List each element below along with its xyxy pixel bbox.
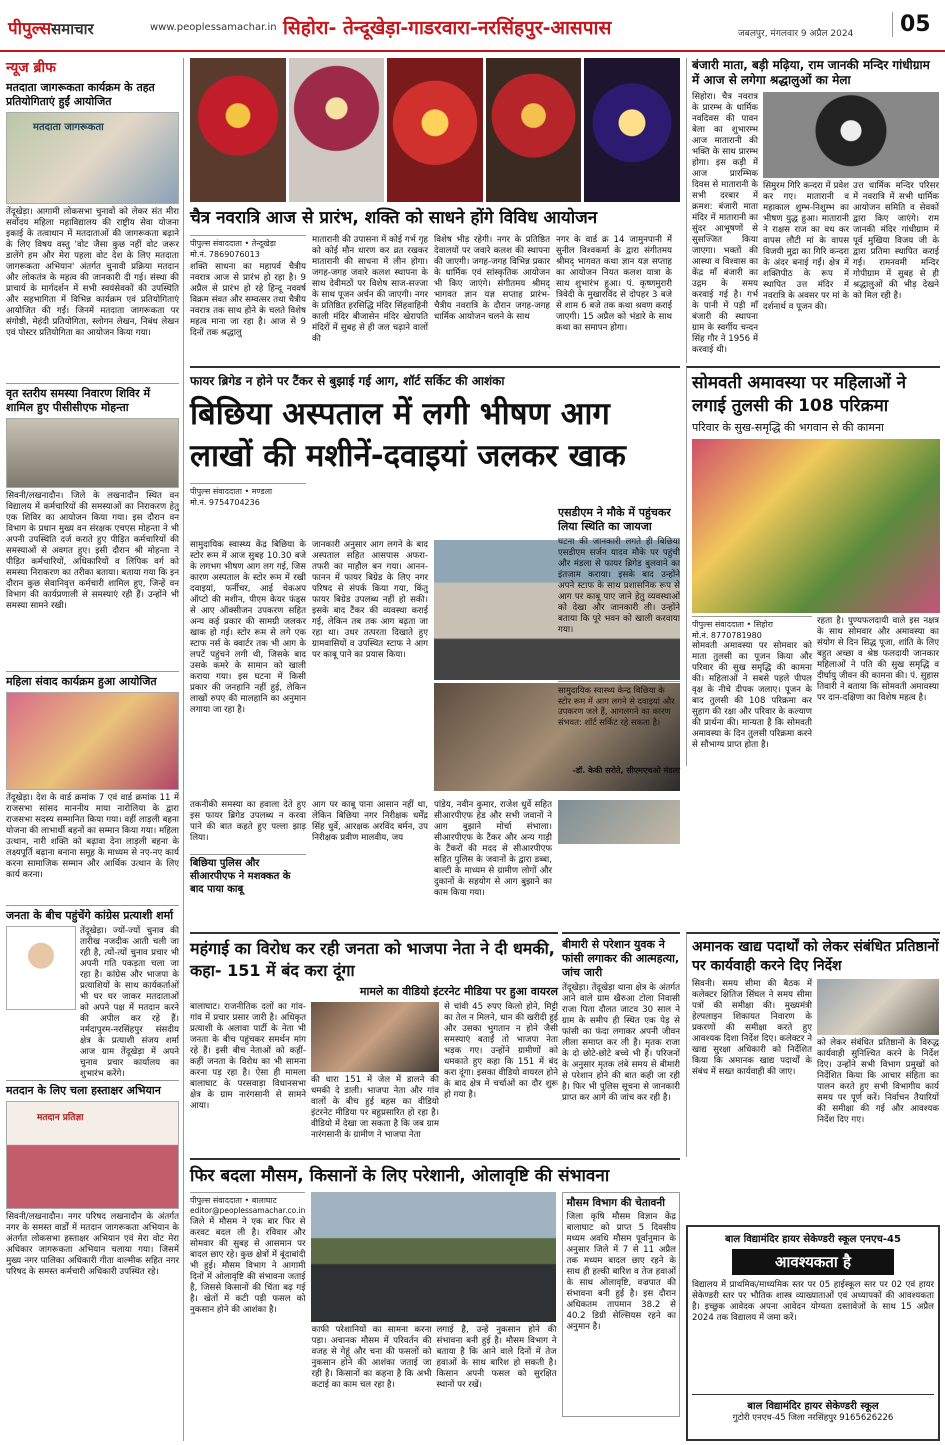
mobile: मो.नं. 8770781980 xyxy=(692,631,762,640)
sdm-photo xyxy=(558,800,680,844)
brief-title: मतदाता जागरूकता कार्यक्रम के तहत प्रतियोगिताएं हुईं आयोजित xyxy=(6,81,155,108)
deity-photo xyxy=(584,58,680,202)
article-text: काफी परेशानियों का सामना करना पड़ा। अचानक मौसम में परिवर्तन की वजह से गेहूं और चना की फसलों को नुकसान होने की आशंका जताई जा रही है। किसानों का कहना है कि अभी कटाई का काम चल रहा है। xyxy=(311,1325,432,1390)
article-text: से चांवी 45 रुपए किलो होने, मिट्टी का तेल न मिलने, धान की खरीदी हुई और उसका भुगतान न होने जैसी समस्याएं बताईं तो भाजपा नेता भड़क गए। उन्होंने ग्रामीणों को धमकाते हुए कहा कि 151 में बंद करा दूंगा। इसका वीडियो वायरल होने के बाद क्षेत्र में चर्चाओं का दौर शुरू हो गया है। xyxy=(444,1002,558,1100)
ad-address: गुटोरी एनएच-45 जिला नरसिंहपुर 9165626226 xyxy=(732,1413,894,1423)
bureau: पीपुल्स संवाददाता xyxy=(190,1196,242,1205)
article-text: नगर के वार्ड क्र 14 जामुनपानी में सुनील विश्वकर्मा के द्वारा संगीतमय श्रीमद् भागवत कथा ज्ञान यज्ञ सप्ताह का आयोजन नियत कलश यात्रा के साथ शुभारंभ हुआ। पं. कृष्णमुरारी त्रिवेदी के मुखारविंद से दोपहर 3 बजे से शाम 6 बजे तक कथा श्रवण कराई जाएगी। 15 अप्रैल को भंडारे के साथ कथा का समापन होगा। xyxy=(556,235,672,333)
logo xyxy=(8,16,94,39)
alert-head: मौसम विभाग की चेतावनी xyxy=(566,1197,665,1209)
brief-item-3 xyxy=(6,671,179,901)
photo-wet-road xyxy=(311,1192,556,1322)
article-text: मातारानी की उपासना में कोई गर्भ गृह को कोई मौन धारण कर व्रत रखकर मातारानी की साधना में लीन होगा। जगह-जगह जवारे कलश स्थापना के साथ देवीमठों पर विशेष साज-सज्जा के साथ पूजन अर्चन की जाएगी। नगर के प्रतिष्ठित हरसिद्धि मंदिर सिंहवाहिनी काली मंदिर बीजासेन मंदिर खेरापति मंदिरों में सुबह से ही जल चढ़ाने वालों की xyxy=(312,235,428,344)
deity-photo-banjari xyxy=(763,92,939,178)
suicide-article xyxy=(562,932,680,1157)
news-brief-column xyxy=(6,58,184,1441)
bureau: पीपुल्स संवाददाता xyxy=(692,620,744,629)
byline: पीपुल्स संवाददाता • मण्डला xyxy=(190,483,306,497)
brief-body: तेंदूखेड़ा। देश के वार्ड क्रमांक 7 एवं वार्ड क्रमांक 11 में राजसभा सांसद माननीय माया नारोलिया के द्वारा राजसभा सदस्य सम्मानित किया गया। वहीं लाड़ली बहना योजना की लाभार्थी बहनों का सम्मान किया गया। महिला उत्थान, नारी शक्ति को बढ़ावा देना लाड़ली बहना के लक्ष्यपूर्ति बढ़ाना बनाना समूह के माध्यम से नए-नए कार्य करना सामाजिक सम्मान और आर्थिक उत्थान के लिए कार्य करना। xyxy=(6,793,179,880)
place: तेन्दूखेड़ा xyxy=(251,239,276,248)
bureau: पीपुल्स संवाददाता xyxy=(190,239,242,248)
quote-attribution: -डॉ. केकी सरोते, सीएमएचओ मंडला xyxy=(572,766,680,775)
bureau: पीपुल्स संवाददाता xyxy=(190,487,242,496)
article-text: जिले में मौसम ने एक बार फिर से करवट बदल ली है। रविवार और सोमवार की सुबह से आसमान पर बादल छाए रहे। कुछ क्षेत्रों में बूंदाबांदी भी हुई। मौसम विभाग ने आगामी दिनों में ओलावृष्टि की संभावना जताई है, जिससे किसानों की चिंता बढ़ गई है। खेतों में कटी पड़ी फसल को नुकसान होने की आशंका है। xyxy=(190,1217,306,1315)
headline: महंगाई का विरोध कर रही जनता को भाजपा नेता ने दी धमकी, कहा- 151 में बंद करा दूंगा xyxy=(190,939,555,980)
article-text: की धारा 151 में जेल में डालने की धमकी दे डाली। भाजपा नेता और गांव वालों के बीच हुई बहस का वीडियो इंटरनेट मीडिया पर बहुप्रसारित हो रहा है। वीडियो में देखा जा सकता है कि जब ग्राम नारंगसानी के ग्रामीण ने भाजपा नेता xyxy=(311,1075,439,1140)
brief-item-5 xyxy=(6,1080,179,1280)
logo-text-2: समाचार xyxy=(51,20,94,38)
kicker: फायर ब्रिगेड न होने पर टैंकर से बुझाई गई आग, शॉर्ट सर्किट की आशंका xyxy=(190,374,505,388)
article-text: घटना की जानकारी लगते ही बिछिया एसडीएम सर्जन यादव मौके पर पहुंची और मंडला से फायर ब्रिगेड बुलवाने का इंतजाम कराया। इसके बाद उन्होंने अपने स्टाफ के साथ प्रशासनिक रूप से आग पर काबू पाए जाने हेतु व्यवस्थाओं को देखा और जानकारी ली। उन्होंने बताया कि पूरे भवन को खाली करवाया गया। xyxy=(558,537,680,635)
mobile: मो.नं. 7869076013 xyxy=(190,250,260,259)
subhead: एसडीएम ने मौके में पहुंचकर लिया स्थिति का जायजा xyxy=(558,506,671,533)
ad-text: विद्यालय में प्राथमिक/माध्यमिक स्तर पर 05 हाईस्कूल स्तर पर 02 एवं हायर सेकेण्डरी स्तर पर भौतिक शास्त्र व्याख्याताओं एवं अध्यापकों की आवश्यकता है। इच्छुक आवेदक अपना आवेदन योग्यता दस्तावेजों के साथ 15 अप्रैल 2024 तक विद्यालय में जमा करें। xyxy=(692,1280,934,1323)
mehngai-article xyxy=(190,932,558,1157)
mobile: मो.नं. 9754704236 xyxy=(190,498,260,507)
region-title: सिहोरा- तेन्दूखेड़ा-गाडरवारा-नरसिंहपुर-आसपास xyxy=(283,17,612,39)
article-text: तेंदूखेड़ा। तेंदूखेड़ा थाना क्षेत्र के अंतर्गत आने वाले ग्राम खैरुआ टोला निवासी राजा पिता दौलत जाटव 30 साल ने ग्राम के समीप ही स्थित एक पेड़ से फांसी का फंदा लगाकर अपनी जीवन लीला समाप्त कर ली है। मृतक राजा के दो छोटे-छोटे बच्चे भी हैं। परिजनों के अनुसार मृतक लंबे समय से बीमारी से परेशान होने की बात कही जा रही है। फिर भी पुलिस सूचना से जानकारी प्राप्त कर आगे की जांच कर रही है। xyxy=(562,983,680,1103)
headline: अमानक खाद्य पदार्थों को लेकर संबंधित प्रतिष्ठानों पर कार्यवाही करने दिए निर्देश xyxy=(692,939,939,974)
brief-body: सिवनी/लखनादौन। नगर परिषद लखनादौन के अंतर्गत नगर के समस्त वार्डों में मतदान जागरूकता अभियान के अंतर्गत लोकसभा हस्ताक्षर अभियान एवं मेरा वोट मेरा अधिकार जागरूकता अभियान चलाया गया। जिसमें मुख्य नगर पालिका अधिकारी गीता वाल्मीक सहित नगर परिषद के समस्त कर्मचारी अधिकारी उपस्थित रहे। xyxy=(6,1212,179,1277)
subhead: मामले का वीडियो इंटरनेट मीडिया पर हुआ वायरल xyxy=(359,985,558,998)
brief-item-4 xyxy=(6,905,179,1079)
subhead: बिछिया पुलिस और सीआरपीएफ ने मशक्कत के बाद पाया काबू xyxy=(190,854,306,896)
masthead xyxy=(0,0,945,52)
article-text: आग पर काबू पाना आसान नहीं था, लेकिन बिछिया नगर निरीक्षक धर्मेंद्र सिंह धुर्वे, आरक्षक अरविंद बर्मन, उप निरीक्षक प्रवीण मालवीय, जय xyxy=(312,800,428,843)
article-text: सिहोरा। चैत्र नवरात्र के प्रारम्भ के धार्मिक नवदिवस की पावन बेला का शुभारम्भ आज मातारानी की भक्ति के साथ प्रारम्भ होगा। इस कड़ी में आज प्रारम्भिक दिवस से मातारानी के सभी दरबार में क्रमश: बंजारी माता मंदिर में मातारानी का सुंदर आभूषणों से सुसज्जित किया जाएगा। भक्तों की आस्था व विश्वास का केंद्र माँ बंजारी का उद्गम के समय करवाई गई है। गर्भ के पानी में पड़ी माँ बंजारी की स्थापना ग्राम के स्वर्गीय चन्दन सिंह गौर ने 1956 में करवाई थी। xyxy=(692,92,758,355)
banjari-article xyxy=(686,58,940,363)
article-text: विशेष भीड़ रहेगी। नगर के प्रतिष्ठित देवालयों पर जवारे कलश की स्थापना की जाएगी। जगह-जगह विभिन्न प्रकार के धार्मिक एवं सांस्कृतिक आयोजन भी किए जाएंगे। संगीतमय श्रीमद् भागवत ज्ञान यज्ञ सप्ताह प्रारंभ- चैत्रीय नवरात्रि के दौरान जगह-जगह धार्मिक आयोजन चलने के साथ xyxy=(434,235,550,322)
article-text: बालाघाट। राजनीतिक दलों का गांव-गांव में प्रचार प्रसार जारी है। अधिकृत प्रत्याशी के अलावा पार्टी के नेता भी जनता के बीच पहुंचकर समर्थन मांग रहे हैं। इसी बीच नेताओं को कहीं-कहीं जनता के विरोध का भी सामना करना पड़ रहा है। ऐसा ही मामला बालाघाट के परसवाड़ा विधानसभा क्षेत्र के ग्राम नारंगसानी से सामने आया। xyxy=(190,1002,306,1111)
email[interactable]: editor@peoplessamachar.co.in xyxy=(190,1206,306,1215)
subhead: परिवार के सुख-समृद्धि की भगवान से की कामना xyxy=(692,421,884,434)
article-text: सामुदायिक स्वास्थ्य केंद्र बिछिया के स्टोर रूम में आज सुबह 10.30 बजे के लगभग भीषण आग लग गई, जिस कारण अस्पताल के स्टोर रूम में रखी दवाइयां, फर्नीचर, आई चेकअप ऑप्टो की मशीन, पीएम केयर फंड्स से आए ऑक्सीजन उपकरण सहित अन्य कई प्रकार की सामग्री जलकर खाक हो गई। स्टोर रूम से लगे एक स्टाफ नर्स के क्वार्टर तक भी आग के लपटें पहुंचने लगी थी, जिसके बाद उसके कमरे के सामान को खाली कराया गया। इस घटना में किसी प्रकार की जनहानि नहीं हुई, लेकिन लाखों रुपए की मालहानि का अनुमान लगाया जा रहा है। xyxy=(190,540,306,715)
fire-story-lower xyxy=(190,800,680,930)
headline: चैत्र नवरात्रि आज से प्रारंभ, शक्ति को साधने होंगे विविध आयोजन xyxy=(190,208,598,228)
dateline: जबलपुर, मंगलवार 9 अप्रैल 2024 xyxy=(738,29,854,39)
place: सिहोरा xyxy=(753,620,773,629)
headline: बीमारी से परेशान युवक ने फांसी लगाकर की आत्महत्या, जांच जारी xyxy=(562,938,680,979)
photo-signature-campaign xyxy=(6,1101,179,1209)
website[interactable]: www.peoplessamachar.in xyxy=(150,22,277,33)
brief-title: जनता के बीच पहुंचेंगे कांग्रेस प्रत्याशी शर्मा xyxy=(6,909,174,922)
brief-item-2 xyxy=(6,383,179,667)
news-brief-label: न्यूज ब्रीफ xyxy=(6,60,56,76)
photo-candidate xyxy=(6,926,76,1010)
navratri-article xyxy=(190,205,680,365)
quote-box xyxy=(558,681,680,776)
brief-body: तेंदूखेड़ा। आगामी लोकसभा चुनावों को लेकर संत मीरा सर्वोदय महिला महाविद्यालय की राष्ट्रीय सेवा योजना इकाई के तत्वाधान में मतदाताओं की जागरूकता बढ़ाने के लिए विषय वस्तु 'वोट जैसा कुछ नहीं वोट जरूर डालेंगे हम और मेरा पहला वोट देश के लिए मतदाता जागरूकता अभियान' अंतर्गत चुनावी प्रक्रिया मतदान और लोकतंत्र के महत्व की जानकारी दी गई। संस्था की प्राचार्य के मार्गदर्शन में सभी स्वयंसेवकों की उपस्थिति और सहभागिता में विभिन्न कार्यक्रम एवं प्रतियोगिताएं आयोजित की गईं। जिनमें मतदाता जागरूकता पर संगोष्ठी, मेहंदी प्रतियोगिता, स्लोगन लेखन, निबंध लेखन एवं पोस्टर प्रतियोगिता का आयोजन किया गया। xyxy=(6,207,179,338)
headline-2: लाखों की मशीनें-दवाइयां जलकर खाक xyxy=(190,438,626,474)
need-banner: आवश्यकता है xyxy=(732,1249,894,1275)
quote: सामुदायिक स्वास्थ्य केन्द्र बिछिया के स्टोर रूम में आग लगने से दवाइयां और उपकरण जले हैं, आगलगने का कारण संभवत: शॉर्ट सर्किट रहे सकता है। xyxy=(558,685,675,727)
byline: पीपुल्स संवाददाता • तेन्दूखेड़ा xyxy=(190,235,306,249)
khadya-article xyxy=(686,932,940,1157)
article-text: सिवनी। समय सीमा की बैठक में कलेक्टर क्षितिज सिंघल ने समय सीमा पत्रों की समीक्षा की। मुख्यमंत्री हेल्पलाइन शिकायत निवारण के प्रकरणों की समीक्षा करते हुए आवश्यक दिशा निर्देश दिए। कलेक्टर ने खाद्य सुरक्षा अधिकारी को निर्देशित किया कि अमानक खाद्य पदार्थों के संबंध में सख्त कार्यवाही की जाए। xyxy=(692,979,812,1077)
article-text: रहता है। पुण्यफलदायी वाले इस नक्षत्र के साथ सोमवार और अमावस्या का संयोग से दिन सिद्ध पूजा, शांति के लिए बहुत अच्छा व श्रेष्ठ फलदायी जानकार महिलाओं ने पति की सुख समृद्धि व दीर्घायु जीवन की कामना की। पं. सुहास तिवारी ने बताया कि सोमवती अमावस्या पर दान-दक्षिणा का विशेष महत्व है। xyxy=(817,616,939,703)
photo-caption: तकनीकी समस्या का हवाला देते हुए इस फायर ब्रिगेड उपलब्ध न करवा पाने की बात कहते हुए पल्ला झाड़ लिया। xyxy=(190,800,306,843)
photo-caption: मतदान प्रतिज्ञा xyxy=(37,1113,84,1123)
photo-forest-camp xyxy=(6,418,179,488)
article-text: सिमुरम गिरि कन्दरा में प्रवेश कर गए। मातारानी व महाकाल शुम्भ-निशुम्भ का भीषण युद्ध हुआ। मातारानी ने राक्षस राज का वध कर वापस लौटी मां के वापस विजयी मुद्रा का गिरि कन्दरा के अंदर बनाई गईं। क्षेत्र में शक्तिपीठ के रूप में स्थापित उत्त मंदिर में नवरात्रि के अवसर पर मां के दर्शनार्थ व पूजन की। xyxy=(763,181,849,312)
photo-leader xyxy=(311,1002,439,1072)
place: बालाघाट xyxy=(251,1196,277,1205)
alert-text: जिला कृषि मौसम विज्ञान केंद्र बालाघाट को प्राप्त 5 दिवसीय मध्यम अवधि मौसम पूर्वानुमान के अनुसार जिले में 7 से 11 अप्रैल तक मध्यम बादल छाए रहने के साथ ही हल्की बारिश व तेज हवाओं के साथ ओलावृष्टि, वज्रपात की संभावना बनी हुई है। इस दौरान अधिकतम तापमान 38.2 से 40.2 डिग्री सेल्सियस रहने का अनुमान है। xyxy=(566,1212,676,1332)
photo-tulsi-puja xyxy=(692,439,940,613)
headline: फिर बदला मौसम, किसानों के लिए परेशानी, ओलावृष्टि की संभावना xyxy=(190,1166,610,1186)
brief-body: तेंदूखेड़ा। ज्यों-ज्यों चुनाव की तारीख नजदीक आती चली जा रही है, त्यों-त्यों चुनाव प्रचार भी अपनी गति पकड़ता चला जा रहा है। कांग्रेस और भाजपा के प्रत्याशियों के साथ कार्यकर्ताओं भी घर घर जाकर मतदाताओं को अपने पक्ष में मतदान करने की अपील कर रहे हैं। नर्मदापुरम-नरसिंहपुर संसदीय क्षेत्र के प्रत्याशी संजय शर्मा आज ग्राम तेंदूखेड़ा में अपने चुनाव प्रचार कार्यालय का शुभारंभ करेंगे। xyxy=(80,926,179,1079)
ad-footer: बाल विद्यामंदिर हायर सेकेण्डरी स्कूल xyxy=(692,1394,934,1412)
deity-photo xyxy=(289,58,385,202)
deity-photo xyxy=(486,58,582,202)
headline: बंजारी माता, बड़ी मढ़िया, राम जानकी मन्दिर गांधीग्राम में आज से लगेगा श्रद्धालुओं का मेला xyxy=(692,58,930,87)
photo-voter-awareness xyxy=(6,112,179,204)
photo-meeting xyxy=(817,979,939,1035)
byline: पीपुल्स संवाददाता • बालाघाट xyxy=(190,1192,305,1206)
logo-text: पीपुल्स xyxy=(8,19,52,39)
deity-photo xyxy=(190,58,286,202)
school-name: बाल विद्यामंदिर हायर सेकेण्डरी स्कूल एनएच-45 xyxy=(725,1234,901,1245)
photo-women-event xyxy=(6,692,179,790)
deity-photo-strip xyxy=(190,58,680,202)
place: मण्डला xyxy=(251,487,273,496)
page-number: 05 xyxy=(892,12,940,37)
brief-item-1 xyxy=(6,81,179,379)
photo-caption: मतदाता जागरूकता xyxy=(33,122,104,133)
article-text: उत्त धार्मिक मन्दिर परिसर में नवरात्रि में सभी धार्मिक आयोजन समिति व सेवकों द्वारा किए जाएंगे। राम जानकी मंदिर गांधीग्राम में पूर्व मुखिया विजय जी के द्वारा प्रतिमा स्थापित कराई गई। रामनवमी मन्दिर गोपीग्राम में सुबह से ही श्रद्धालुओं की भीड़ देखने को मिल रही है। xyxy=(853,181,939,301)
article-text: शक्ति साधना का महापर्व चैत्रीय नवरात्र आज से प्रारंभ हो रहा है। 9 अप्रैल से प्रारंभ हो रहे हिन्दू नववर्ष विक्रम संवत और सम्वत्सर तथा चैत्रीय नवरात्र तक साथ होने के चलते विशेष महत्व माना जा रहा है। आज से 9 दिनों तक श्रद्धालु xyxy=(190,262,306,338)
somvati-article xyxy=(686,366,940,766)
headline: सोमवती अमावस्या पर महिलाओं ने लगाई तुलसी की 108 परिक्रमा xyxy=(692,373,907,416)
brief-title: वृत स्तरीय समस्या निवारण शिविर में शामिल हुए पीसीसीएफ मोहन्ता xyxy=(6,387,151,414)
article-text: पांडेय, नवीन कुमार, राजेश धुर्वे सहित सीआरपीएफ हेड और सभी जवानों ने आग बुझाने मोर्चा संभाला। सीआरपीएफ के टैंकर और अन्य गाड़ी के टैंकरों की मदद से सीआरपीएफ सहित पुलिस के जवानों के द्वारा डब्बा, बाल्टी के माध्यम से ग्रामीण लोगों और दुकानों के सहयोग से आग बुझाने का काम किया गया। xyxy=(434,800,552,898)
brief-title: मतदान के लिए चला हस्ताक्षर अभियान xyxy=(6,1084,161,1097)
weather-article xyxy=(190,1158,680,1441)
weather-alert-box xyxy=(562,1192,680,1417)
article-text: सोमवती अमावस्या पर सोमवार को माता तुलसी का पूजन किया और परिवार की सुख समृद्धि की कामना की। महिलाओं ने सबसे पहले पीपल वृक्ष के नीचे दीपक जलाए। पूजन के बाद तुलसी की 108 परिक्रमा कर सुहाग की रक्षा और परिवार के कल्याण की प्रार्थना की। मान्यता है कि सोमवती अमावस्या के दिन तुलसी परिक्रमा करने से सौभाग्य प्राप्त होता है। xyxy=(692,641,812,750)
brief-title: महिला संवाद कार्यक्रम हुआ आयोजित xyxy=(6,675,157,688)
article-text: जानकारी अनुसार आग लगने के बाद अस्पताल सहित आसपास अफरा-तफरी का माहौल बन गया। आनन-फानन में फायर बिग्रेड के लिए नगर परिषद से संपर्क किया गया, किंतु फायर बिग्रेड उपलब्ध नहीं हो सकी। इसके बाद टैंकर की व्यवस्था कराई गई, लेकिन तब तक आग बढ़ता जा रहा था। उधर तत्परता दिखाते हुए ग्रामवासियों व उपस्थित स्टाफ ने आग पर काबू पाने का प्रयास किया। xyxy=(312,540,428,660)
headline-1: बिछिया अस्पताल में लगी भीषण आग xyxy=(190,396,610,432)
job-advertisement xyxy=(686,1225,940,1441)
sdm-sidebar xyxy=(558,506,680,796)
byline: पीपुल्स संवाददाता • सिहोरा xyxy=(692,616,812,630)
article-text: को लेकर संबंधित प्रतिष्ठानों के विरुद्ध कार्यवाही सुनिश्चित करने के निर्देश दिए। उन्होंने सभी विभाग प्रमुखों को निर्देशित किया कि आचार संहिता का पालन करते हुए सभी विभागीय कार्य समय पर पूर्ण करें। निर्वाचन तैयारियों की समीक्षा की गई और आवश्यक निर्देश दिए गए। xyxy=(817,1038,939,1125)
article-text: लगाई है, उन्हें नुकसान होने की संभावना बनी हुई है। मौसम विभाग ने बताया है कि आने वाले दिनों में तेज हवाओं के साथ बारिश हो सकती है। किसान अपनी फसल को सुरक्षित स्थानों पर रखें। xyxy=(436,1325,557,1390)
deity-photo xyxy=(387,58,483,202)
brief-body: सिवनी/लखनादौन। जिले के लखनादौन स्थित वन विद्यालय में कर्मचारियों की समस्याओं का निराकरण हेतु एक शिविर का आयोजन किया गया। इस दौरान वन विभाग के प्रधान मुख्य वन संरक्षक एचएस मोहन्ता ने भी अपनी उपस्थिति दर्ज कराते हुए पीड़ित कर्मचारियों की समस्याओं से अवगत हुए। इसी दौरान श्री मोहन्ता ने पीड़ित कर्मचारियों, अधिकारियों व लिपिक वर्ग को समस्या निराकरण का तरीका बताया। बताया गया कि इन दौरान कुछ सेवानिवृत्त कर्मचारी शामिल हुए, जिन्हें वन विभाग की कार्यप्रणाली से समस्याएं रही हैं। उन्होंने भी समस्या सामने रखी। xyxy=(6,491,179,611)
